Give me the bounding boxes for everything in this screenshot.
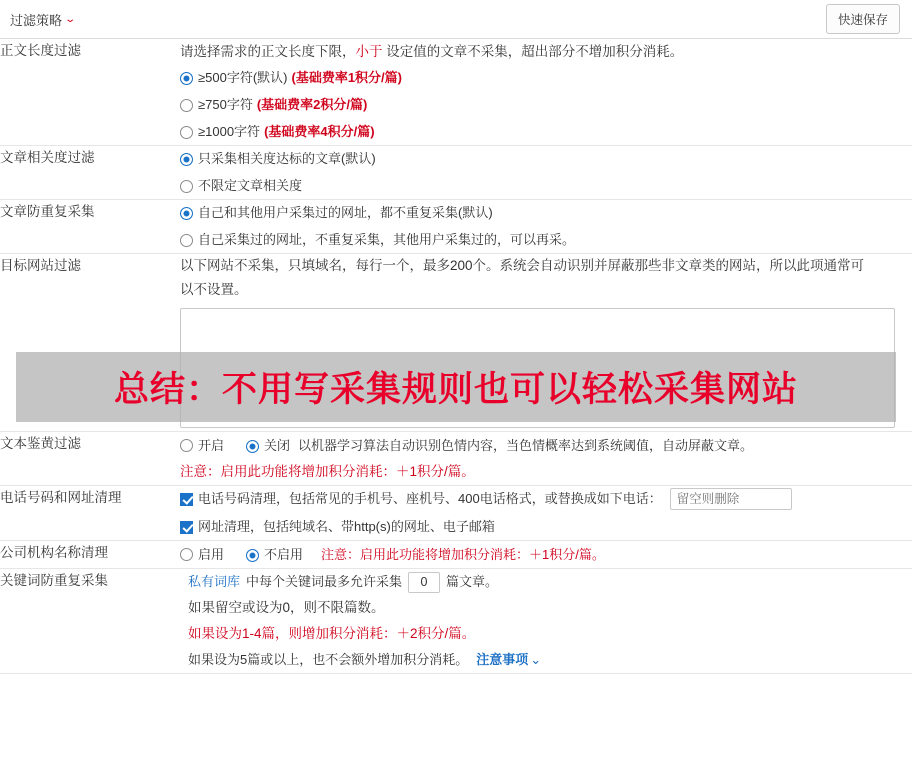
radio-label-relevance-off: 不限定文章相关度	[198, 178, 303, 193]
table-row-dup-filter	[0, 200, 912, 254]
checkbox-icon-url-clean[interactable]	[180, 521, 193, 534]
keyword-dup-line1-suffix: 篇文章。	[446, 574, 499, 589]
table-row-domain-blacklist	[0, 254, 912, 432]
row-label-dup-filter: 文章防重复采集	[0, 200, 180, 254]
radio-label-relevance-on: 只采集相关度达标的文章(默认)	[198, 151, 376, 166]
radio-icon-porn-on[interactable]	[180, 439, 193, 452]
radio-option-porn-on[interactable]	[180, 433, 224, 459]
chevron-down-icon-notes[interactable]: ⌄	[530, 652, 542, 667]
replacement-phone-input[interactable]	[670, 488, 792, 510]
radio-icon-500[interactable]	[180, 72, 193, 85]
radio-icon-company-off[interactable]	[246, 549, 259, 562]
radio-option-relevance-on[interactable]	[180, 146, 912, 172]
checkbox-label-phone-clean: 电话号码清理，包括常见的手机号、座机号、400电话格式，或替换成如下电话：	[198, 491, 662, 506]
page-header	[0, 0, 912, 39]
checkbox-label-url-clean: 网址清理，包括纯域名、带http(s)的网址、电子邮箱	[198, 519, 495, 534]
radio-option-company-off[interactable]	[246, 542, 303, 568]
porn-filter-warning: 注意：启用此功能将增加积分消耗：＋1积分/篇。	[180, 464, 475, 479]
keyword-dup-line3: 如果设为1-4篇，则增加积分消耗：＋2积分/篇。	[188, 626, 476, 641]
quick-save-button[interactable]: 快速保存	[826, 4, 900, 34]
company-clean-warning: 注意：启用此功能将增加积分消耗：＋1积分/篇。	[321, 546, 605, 562]
radio-option-dup-all[interactable]	[180, 200, 912, 226]
table-row-phone-url-clean	[0, 486, 912, 541]
porn-filter-desc: 以机器学习算法自动识别色情内容，当色情概率达到系统阈值，自动屏蔽文章。	[298, 437, 754, 453]
domain-blacklist-textarea[interactable]	[180, 308, 895, 428]
table-row-company-clean	[0, 541, 912, 569]
radio-icon-750[interactable]	[180, 99, 193, 112]
radio-note-750: (基础费率2积分/篇)	[256, 97, 368, 112]
radio-label-company-off: 不启用	[264, 547, 304, 562]
keyword-limit-input[interactable]	[408, 572, 440, 593]
radio-label-porn-on: 开启	[198, 437, 225, 453]
radio-label-500: ≥500字符(默认)	[198, 70, 288, 85]
desc-highlight: 小于	[355, 44, 383, 59]
radio-icon-dup-all[interactable]	[180, 207, 193, 220]
phone-clean-row	[180, 486, 912, 512]
row-field-company-clean	[180, 541, 912, 569]
keyword-dup-line4	[180, 647, 912, 673]
notes-link[interactable]: 注意事项	[476, 652, 529, 667]
row-field-keyword-dup	[180, 569, 912, 674]
radio-note-500: (基础费率1积分/篇)	[291, 70, 402, 85]
porn-filter-options	[180, 432, 912, 459]
row-field-phone-url-clean	[180, 486, 912, 541]
radio-label-750: ≥750字符	[198, 97, 253, 112]
radio-icon-1000[interactable]	[180, 126, 193, 139]
radio-note-1000: (基础费率4积分/篇)	[264, 124, 375, 139]
desc-suffix: 设定值的文章不采集，超出部分不增加积分消耗。	[386, 44, 684, 59]
row-label-phone-url-clean: 电话号码和网址清理	[0, 486, 180, 541]
table-row-relevance-filter	[0, 146, 912, 200]
radio-option-1000[interactable]	[180, 119, 912, 145]
radio-label-company-on: 启用	[198, 546, 225, 562]
radio-option-dup-self[interactable]	[180, 227, 912, 253]
table-row-porn-filter	[0, 432, 912, 486]
radio-icon-porn-off[interactable]	[246, 440, 259, 453]
table-row-length-filter	[0, 39, 912, 146]
radio-icon-dup-self[interactable]	[180, 234, 193, 247]
radio-icon-relevance-on[interactable]	[180, 153, 193, 166]
domain-blacklist-desc-line1: 以下网站不采集，只填域名，每行一个，最多200个。系统会自动识别并屏蔽那些非文章类的网站，所以此项通常可	[180, 258, 865, 273]
radio-option-relevance-off[interactable]	[180, 173, 912, 199]
radio-icon-relevance-off[interactable]	[180, 180, 193, 193]
domain-blacklist-desc-line2: 以不设置。	[180, 282, 248, 297]
row-field-domain-blacklist	[180, 254, 912, 432]
radio-option-500[interactable]	[180, 65, 912, 91]
row-field-dup-filter	[180, 200, 912, 254]
row-label-company-clean: 公司机构名称清理	[0, 541, 180, 569]
radio-icon-company-on[interactable]	[180, 548, 193, 561]
page-title: 过滤策略	[10, 12, 63, 28]
row-label-keyword-dup: 关键词防重复采集	[0, 569, 180, 674]
length-filter-description	[180, 39, 912, 65]
keyword-dup-line2: 如果留空或设为0，则不限篇数。	[188, 600, 385, 615]
radio-label-porn-off: 关闭	[264, 438, 291, 453]
radio-label-dup-all: 自己和其他用户采集过的网址，都不重复采集(默认)	[198, 205, 493, 220]
radio-label-1000: ≥1000字符	[198, 124, 261, 139]
checkbox-icon-phone-clean[interactable]	[180, 493, 193, 506]
row-label-length-filter: 正文长度过滤	[0, 39, 180, 146]
url-clean-row	[180, 514, 912, 540]
row-field-porn-filter	[180, 432, 912, 486]
row-field-length-filter	[180, 39, 912, 146]
filter-policy-form	[0, 39, 912, 674]
domain-blacklist-textarea-wrap	[180, 308, 912, 431]
desc-prefix: 请选择需求的正文长度下限，	[180, 44, 356, 59]
row-label-domain-blacklist: 目标网站过滤	[0, 254, 180, 432]
row-label-porn-filter: 文本鉴黄过滤	[0, 432, 180, 486]
radio-label-dup-self: 自己采集过的网址，不重复采集，其他用户采集过的，可以再采。	[198, 232, 576, 247]
keyword-dup-line1	[180, 569, 912, 595]
company-clean-options	[180, 541, 912, 568]
radio-option-porn-off[interactable]	[246, 433, 290, 459]
radio-option-750[interactable]	[180, 92, 912, 118]
radio-option-company-on[interactable]	[180, 542, 224, 568]
table-row-keyword-dup	[0, 569, 912, 674]
row-label-relevance-filter: 文章相关度过滤	[0, 146, 180, 200]
keyword-dup-line4-prefix: 如果设为5篇或以上，也不会额外增加积分消耗。	[188, 652, 469, 667]
keyword-dup-line1-mid: 中每个关键词最多允许采集	[246, 574, 403, 589]
summary-overlay-text: 总结：不用写采集规则也可以轻松采集网站	[113, 370, 798, 409]
chevron-down-icon[interactable]: ⌄	[64, 13, 77, 25]
private-lexicon-link[interactable]: 私有词库	[188, 574, 241, 589]
row-field-relevance-filter	[180, 146, 912, 200]
